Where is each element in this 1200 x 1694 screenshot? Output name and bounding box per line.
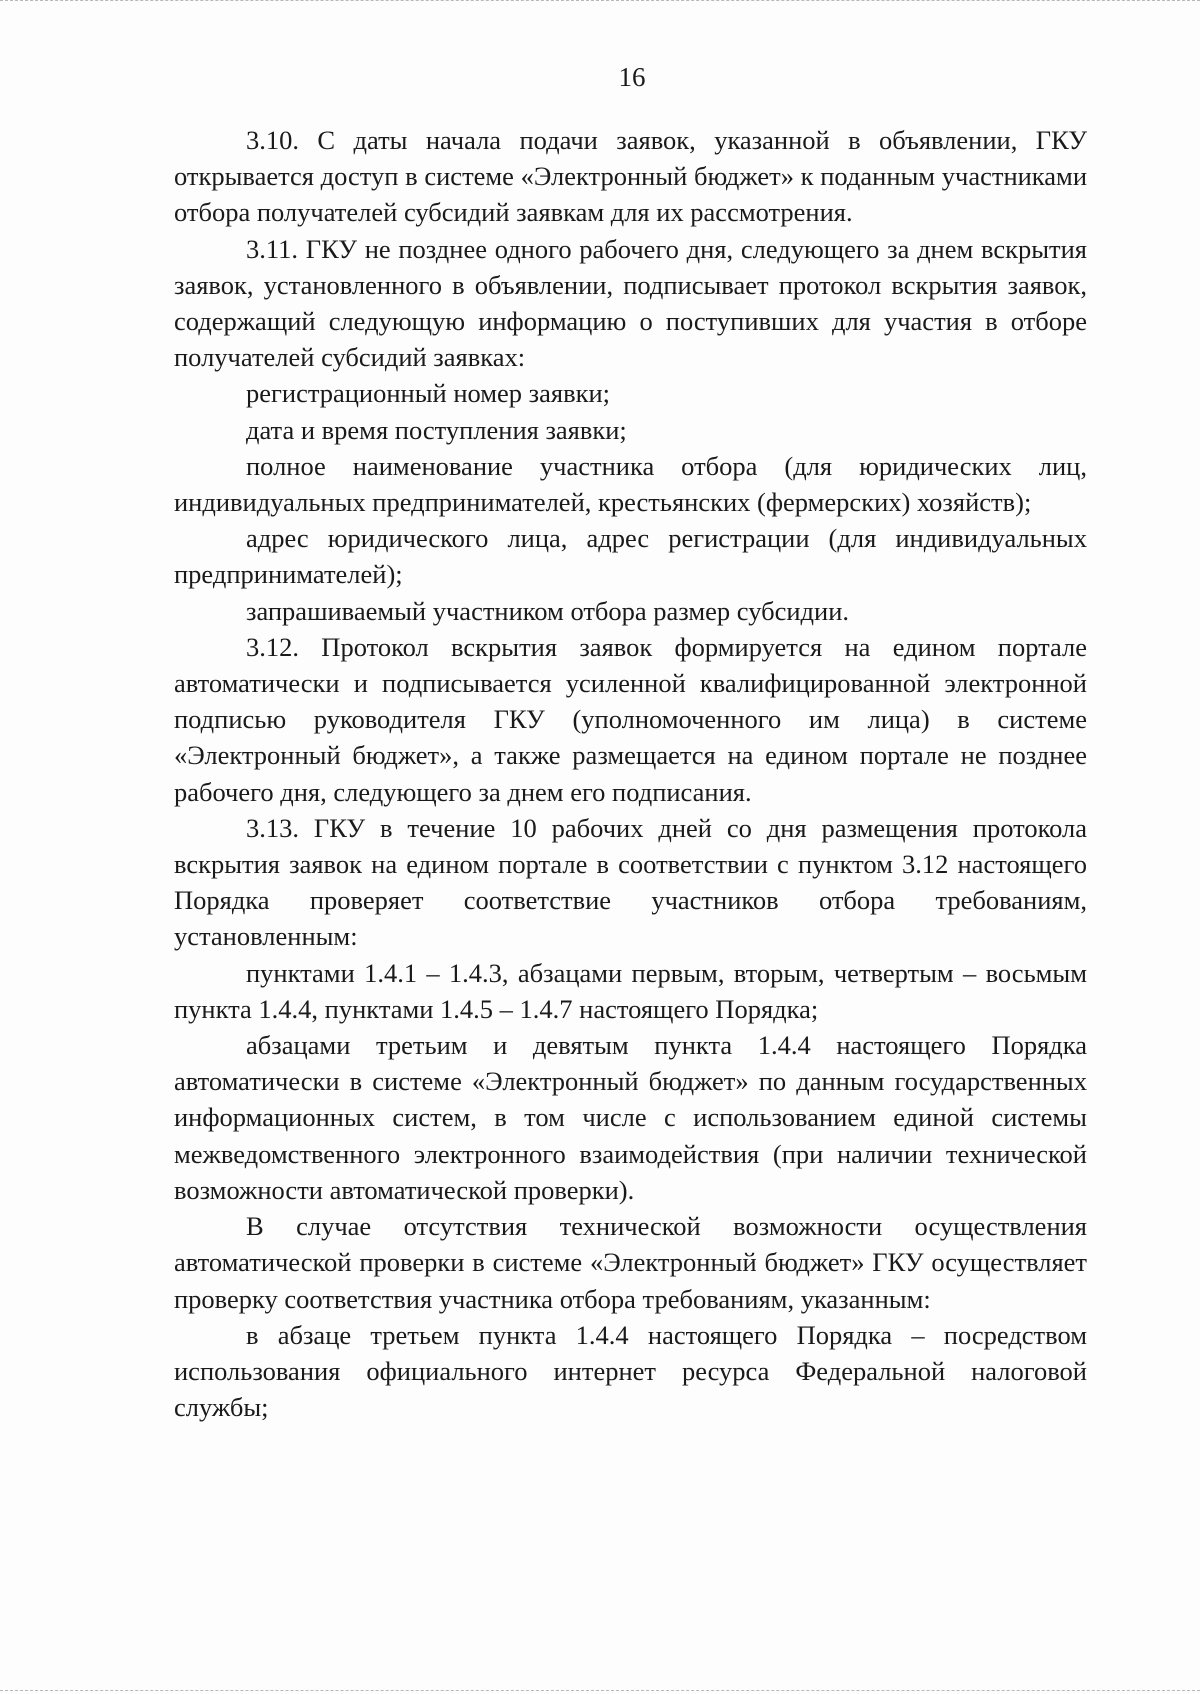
bottom-scan-border xyxy=(0,1690,1200,1693)
list-item-tax-service-check: в абзаце третьем пункта 1.4.4 настоящего Порядка – посредством использования официального интернет ресурса Федеральной налоговой службы; xyxy=(174,1319,1087,1423)
list-item-registration-number: регистрационный номер заявки; xyxy=(246,378,611,409)
list-item-automatic-check: абзацами третьим и девятым пункта 1.4.4 настоящего Порядка автоматически в системе «Электронный бюджет» по данным государственных информационных систем, в том числе с использованием единой системы межведомственного электронного взаимодействия (при наличии технической возможности автоматической проверки). xyxy=(174,1030,1087,1205)
paragraph-3-12: 3.12. Протокол вскрытия заявок формируется на едином портале автоматически и подписывается усиленной квалифицированной электронной подписью руководителя ГКУ (уполномоченного им лица) в системе «Электронный бюджет», а также размещается на едином портале не позднее рабочего дня, следующего за днем его подписания. xyxy=(174,631,1087,807)
paragraph-no-technical-possibility: В случае отсутствия технической возможности осуществления автоматической проверки в системе «Электронный бюджет» ГКУ осуществляет проверку соответствия участника отбора требованиям, указанным: xyxy=(174,1211,1087,1314)
list-item-date-time: дата и время поступления заявки; xyxy=(246,414,627,445)
paragraph-3-11: 3.11. ГКУ не позднее одного рабочего дня, следующего за днем вскрытия заявок, установленного в объявлении, подписывает протокол вскрытия заявок, содержащий следующую информацию о поступивших для участия в отборе получателей субсидий заявках: xyxy=(174,233,1087,373)
page-number: 16 xyxy=(618,62,646,92)
paragraph-3-13: 3.13. ГКУ в течение 10 рабочих дней со дня размещения протокола вскрытия заявок на едином портале в соответствии с пунктом 3.12 настоящего Порядка проверяет соответствие участников отбора требованиям, установленным: xyxy=(174,812,1087,952)
paragraph-3-10: 3.10. С даты начала подачи заявок, указанной в объявлении, ГКУ открывается доступ в системе «Электронный бюджет» к поданным участниками отбора получателей субсидий заявкам для их рассмотрения. xyxy=(174,125,1087,228)
document-body xyxy=(174,122,1087,1425)
list-item-full-name: полное наименование участника отбора (для юридических лиц, индивидуальных предпринимателей, крестьянских (фермерских) хозяйств); xyxy=(174,450,1087,518)
top-scan-border xyxy=(0,0,1200,3)
list-item-subsidy-amount: запрашиваемый участником отбора размер субсидии. xyxy=(246,595,850,626)
list-item-address: адрес юридического лица, адрес регистрации (для индивидуальных предпринимателей); xyxy=(174,523,1087,590)
list-item-points-1-4: пунктами 1.4.1 – 1.4.3, абзацами первым, вторым, четвертым – восьмым пункта 1.4.4, пунктами 1.4.5 – 1.4.7 настоящего Порядка; xyxy=(174,957,1087,1024)
